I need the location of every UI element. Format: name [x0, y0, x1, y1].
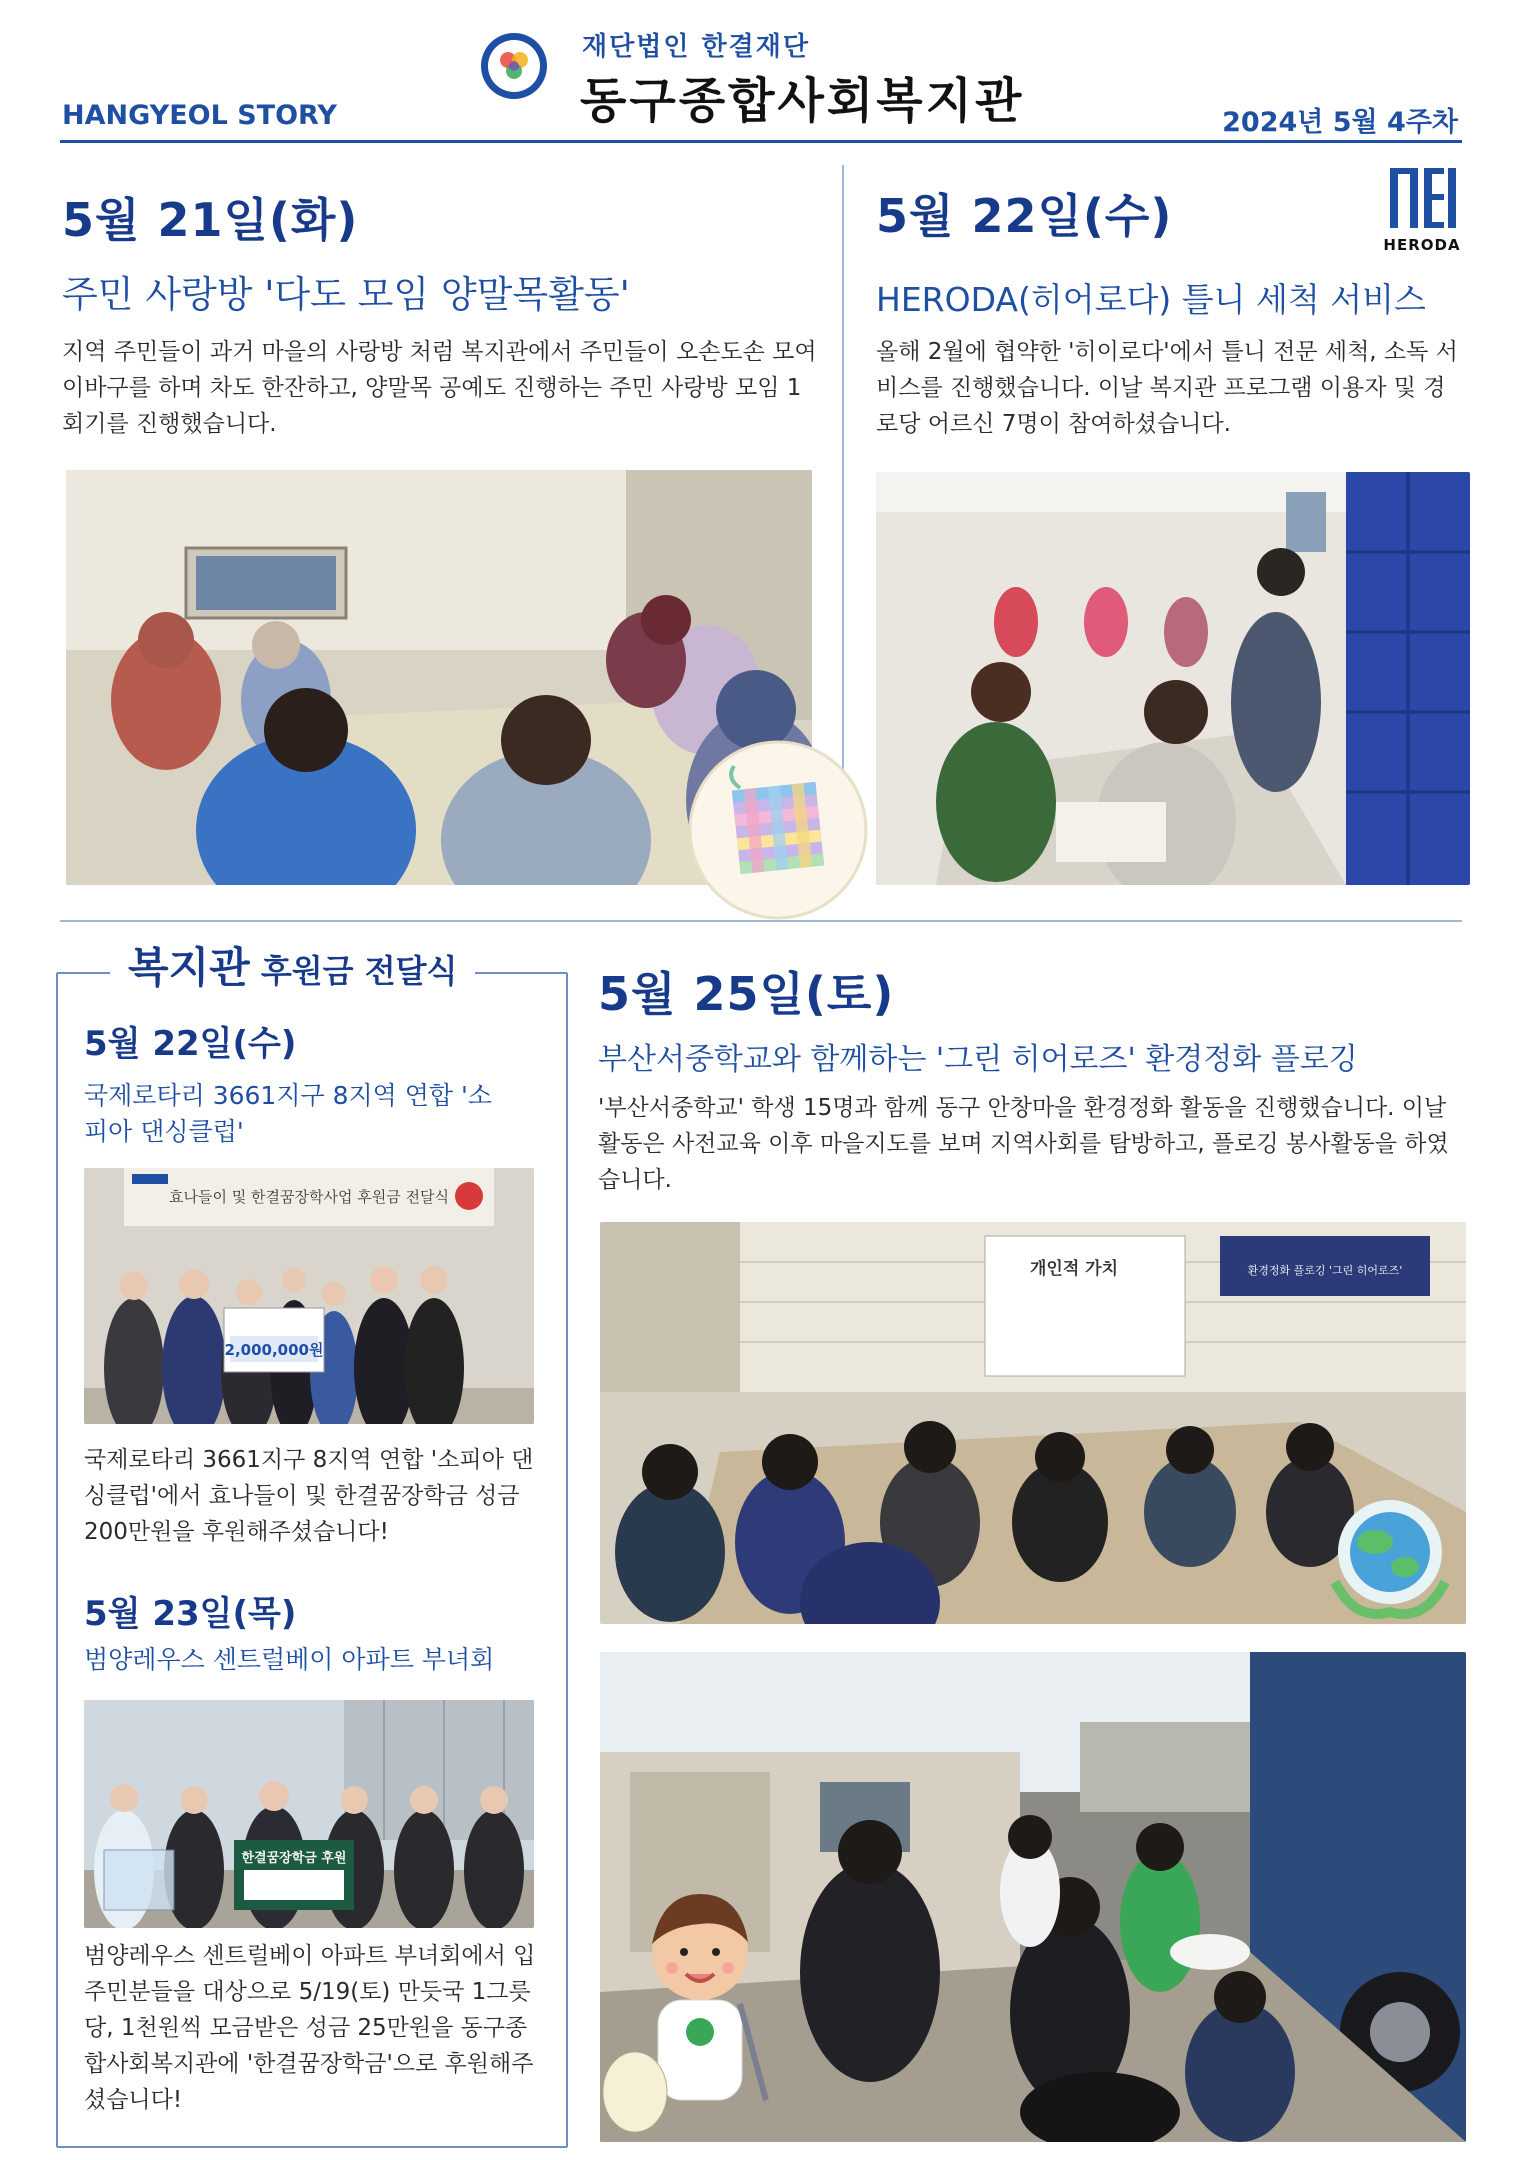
s1-date: 5월 21일(화): [62, 193, 359, 247]
d1-title: 국제로타리 3661지구 8지역 연합 '소피아 댄싱클럽': [84, 1081, 492, 1146]
s3-date: 5월 25일(토): [598, 967, 895, 1021]
foundation-logo-icon: [478, 30, 550, 102]
d2-date: 5월 23일(목): [84, 1594, 297, 1634]
d1-banner-text: 효나들이 및 한결꿈장학사업 후원금 전달식: [169, 1188, 449, 1206]
s2-body: 올해 2월에 협약한 '히이로다'에서 틀니 전문 세척, 소독 서비스를 진행했습니다. 이날 복지관 프로그램 이용자 및 경로당 어르신 7명이 참여하셨습니다.: [876, 339, 1458, 437]
s2-title: HERODA(히어로다) 틀니 세척 서비스: [876, 280, 1426, 319]
d1-date: 5월 22일(수): [84, 1024, 297, 1064]
org-name: 재단법인 한결재단: [582, 32, 810, 62]
heroda-logo-text: HERODA: [1383, 236, 1461, 254]
d1-board-amount: 2,000,000원: [224, 1341, 324, 1359]
s3-photo-classroom: [600, 1222, 1466, 1624]
d1-body: 국제로타리 3661지구 8지역 연합 '소피아 댄싱클럽'에서 효나들이 및 한결꿈장학금 성금 200만원을 후원해주셨습니다!: [84, 1447, 534, 1545]
s3-title: 부산서중학교와 함께하는 '그린 히어로즈' 환경정화 플로깅: [598, 1042, 1358, 1077]
donation-heading: [110, 936, 475, 1000]
s2-photo: [876, 472, 1470, 885]
s1-body: 지역 주민들이 과거 마을의 사랑방 처럼 복지관에서 주민들이 오손도손 모여 이바구를 하며 차도 한잔하고, 양말목 공예도 진행하는 주민 사랑방 모임 1회기를 진행했습니다.: [62, 339, 817, 437]
donation-heading-main: 복지관: [128, 943, 250, 992]
series-name: HANGYEOL STORY: [62, 100, 337, 131]
s3-body: '부산서중학교' 학생 15명과 함께 동구 안창마을 환경정화 활동을 진행했습니다. 이날 활동은 사전교육 이후 마을지도를 보며 지역사회를 탐방하고, 플로깅 봉사활동을 하였습니다.: [598, 1095, 1449, 1193]
donation-heading-sub: 후원금 전달식: [260, 952, 458, 990]
d2-photo: [84, 1700, 534, 1928]
issue-date: 2024년 5월 4주차: [1222, 107, 1458, 138]
s2-date: 5월 22일(수): [876, 189, 1173, 243]
d2-body: 범양레우스 센트럴베이 아파트 부녀회에서 입주민분들을 대상으로 5/19(토) 만듯국 1그릇 당, 1천원씩 모금받은 성금 25만원을 동구종합사회복지관에 '한결꿈장학금'으로 후원해주셨습니다!: [84, 1943, 536, 2113]
center-name: 동구종합사회복지관: [580, 73, 1025, 129]
d1-photo: [84, 1168, 534, 1424]
header-rule: [60, 140, 1462, 143]
s3-screen-text: 개인적 가치: [1030, 1259, 1119, 1279]
d2-title: 범양레우스 센트럴베이 아파트 부녀회: [84, 1645, 495, 1674]
s3-photo-plogging: [600, 1652, 1466, 2142]
heroda-logo: [1376, 164, 1468, 258]
s1-title: 주민 사랑방 '다도 모임 양말목활동': [62, 273, 630, 316]
mid-divider: [60, 920, 1462, 922]
s3-banner-text: 환경정화 플로깅 '그린 히어로즈': [1247, 1264, 1403, 1277]
heroda-logo-icon: [1376, 164, 1468, 234]
woven-craft-image: [688, 740, 868, 920]
d2-board-text: 한결꿈장학금 후원: [241, 1851, 347, 1866]
